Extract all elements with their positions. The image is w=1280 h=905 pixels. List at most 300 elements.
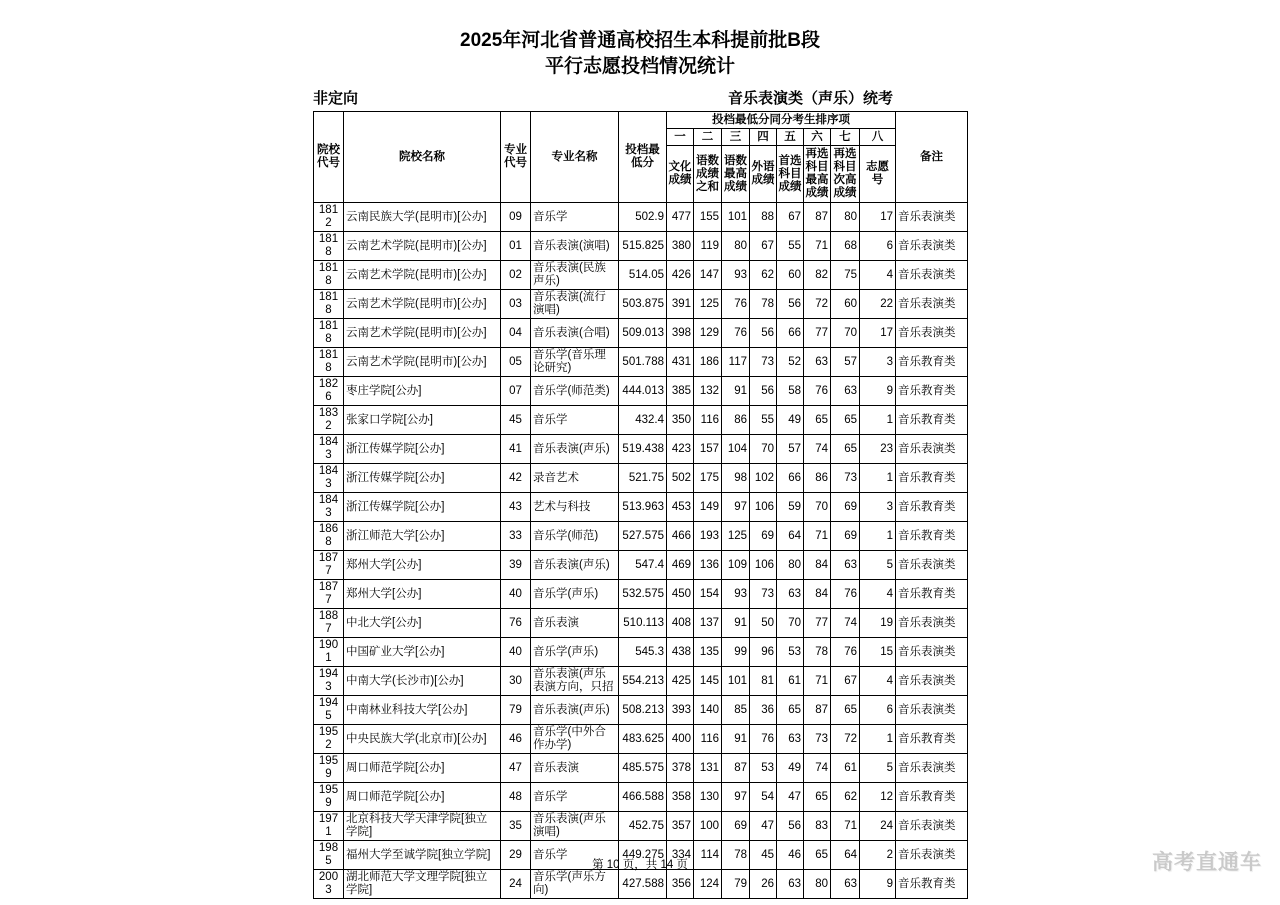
cell-rank-resel-second: 69 [831,522,860,551]
cell-college-code: 1818 [314,232,344,261]
cell-rank-resel-second: 69 [831,493,860,522]
cell-rank-cn-math-sum: 155 [694,203,722,232]
header-major-name: 专业名称 [531,112,619,203]
cell-rank-choice-no: 4 [860,261,896,290]
cell-rank-choice-no: 1 [860,406,896,435]
cell-college-name: 云南艺术学院(昆明市)[公办] [344,348,501,377]
cell-rank-culture: 477 [667,203,694,232]
table-row [314,812,968,841]
cell-college-name: 郑州大学[公办] [344,580,501,609]
cell-rank-cn-math-max: 91 [722,725,750,754]
cell-rank-cn-math-sum: 124 [694,870,722,899]
cell-college-name: 中北大学[公办] [344,609,501,638]
cell-min-score: 483.625 [619,725,667,754]
cell-rank-cn-math-sum: 186 [694,348,722,377]
cell-rank-foreign: 53 [750,754,777,783]
cell-rank-first-subject: 63 [777,580,804,609]
cell-rank-first-subject: 60 [777,261,804,290]
cell-rank-culture: 408 [667,609,694,638]
cell-remark: 音乐表演类 [896,841,968,870]
cell-rank-resel-max: 71 [804,667,831,696]
cell-college-code: 1959 [314,783,344,812]
table-row [314,754,968,783]
watermark-text: 高考直通车 [1152,851,1262,874]
cell-remark: 音乐教育类 [896,725,968,754]
cell-rank-cn-math-sum: 157 [694,435,722,464]
cell-rank-resel-second: 61 [831,754,860,783]
cell-rank-cn-math-max: 109 [722,551,750,580]
cell-min-score: 519.438 [619,435,667,464]
cell-major-code: 76 [501,609,531,638]
cell-rank-choice-no: 15 [860,638,896,667]
cell-rank-first-subject: 66 [777,464,804,493]
cell-rank-first-subject: 64 [777,522,804,551]
cell-rank-resel-second: 73 [831,464,860,493]
cell-college-code: 1818 [314,290,344,319]
cell-college-code: 1818 [314,261,344,290]
table-row [314,522,968,551]
header-first-subject: 首选科目成绩 [777,146,804,203]
cell-rank-resel-max: 77 [804,319,831,348]
cell-rank-choice-no: 23 [860,435,896,464]
cell-rank-resel-max: 84 [804,580,831,609]
cell-rank-resel-max: 65 [804,841,831,870]
cell-rank-resel-second: 76 [831,638,860,667]
cell-rank-first-subject: 49 [777,754,804,783]
cell-rank-resel-second: 63 [831,377,860,406]
cell-rank-culture: 400 [667,725,694,754]
table-row [314,261,968,290]
cell-college-code: 1945 [314,696,344,725]
table-row [314,580,968,609]
cell-rank-culture: 423 [667,435,694,464]
cell-rank-cn-math-sum: 131 [694,754,722,783]
cell-rank-choice-no: 19 [860,609,896,638]
cell-rank-resel-max: 86 [804,464,831,493]
cell-rank-culture: 350 [667,406,694,435]
cell-rank-resel-max: 74 [804,754,831,783]
header-ordinal-3: 三 [722,129,750,146]
cell-major-code: 05 [501,348,531,377]
cell-college-name: 云南艺术学院(昆明市)[公办] [344,319,501,348]
cell-rank-first-subject: 49 [777,406,804,435]
cell-rank-resel-second: 65 [831,406,860,435]
cell-major-code: 02 [501,261,531,290]
cell-remark: 音乐表演类 [896,551,968,580]
cell-college-name: 周口师范学院[公办] [344,754,501,783]
cell-rank-cn-math-max: 78 [722,841,750,870]
cell-college-code: 1952 [314,725,344,754]
cell-rank-foreign: 67 [750,232,777,261]
cell-rank-culture: 426 [667,261,694,290]
cell-major-name: 音乐表演(演唱) [531,232,619,261]
cell-rank-foreign: 106 [750,493,777,522]
cell-major-code: 09 [501,203,531,232]
cell-rank-choice-no: 3 [860,348,896,377]
cell-rank-cn-math-max: 101 [722,667,750,696]
header-culture-score: 文化成绩 [667,146,694,203]
cell-college-code: 1843 [314,493,344,522]
cell-college-name: 云南艺术学院(昆明市)[公办] [344,290,501,319]
header-remark: 备注 [896,112,968,203]
cell-rank-foreign: 73 [750,580,777,609]
cell-rank-cn-math-sum: 129 [694,319,722,348]
cell-rank-cn-math-max: 79 [722,870,750,899]
cell-college-name: 中央民族大学(北京市)[公办] [344,725,501,754]
cell-remark: 音乐教育类 [896,870,968,899]
cell-rank-first-subject: 55 [777,232,804,261]
cell-rank-cn-math-max: 104 [722,435,750,464]
cell-major-name: 音乐学(音乐理论研究) [531,348,619,377]
cell-rank-resel-second: 65 [831,696,860,725]
cell-rank-foreign: 88 [750,203,777,232]
cell-major-name: 音乐学(声乐方向) [531,870,619,899]
cell-rank-culture: 453 [667,493,694,522]
header-ordinal-2: 二 [694,129,722,146]
cell-college-code: 1943 [314,667,344,696]
cell-college-name: 浙江传媒学院[公办] [344,435,501,464]
cell-major-code: 42 [501,464,531,493]
cell-rank-cn-math-max: 101 [722,203,750,232]
table-row [314,232,968,261]
cell-rank-choice-no: 1 [860,522,896,551]
cell-min-score: 444.013 [619,377,667,406]
cell-major-code: 29 [501,841,531,870]
cell-rank-choice-no: 3 [860,493,896,522]
cell-rank-cn-math-max: 117 [722,348,750,377]
cell-major-name: 音乐学 [531,203,619,232]
cell-college-code: 1826 [314,377,344,406]
cell-rank-foreign: 106 [750,551,777,580]
cell-rank-resel-max: 87 [804,696,831,725]
cell-major-name: 音乐学 [531,406,619,435]
cell-rank-culture: 425 [667,667,694,696]
cell-college-code: 1812 [314,203,344,232]
cell-rank-first-subject: 57 [777,435,804,464]
header-choice-no: 志愿号 [860,146,896,203]
table-row [314,203,968,232]
cell-rank-choice-no: 9 [860,377,896,406]
cell-college-name: 周口师范学院[公办] [344,783,501,812]
cell-rank-resel-second: 72 [831,725,860,754]
cell-college-code: 1971 [314,812,344,841]
cell-major-code: 47 [501,754,531,783]
cell-rank-resel-second: 74 [831,609,860,638]
cell-rank-resel-second: 71 [831,812,860,841]
cell-min-score: 427.588 [619,870,667,899]
cell-major-name: 音乐学(声乐) [531,580,619,609]
cell-remark: 音乐表演类 [896,609,968,638]
table-row [314,493,968,522]
cell-min-score: 554.213 [619,667,667,696]
cell-major-code: 04 [501,319,531,348]
header-ordinal-6: 六 [804,129,831,146]
direction-label: 非定向 [313,90,359,107]
cell-rank-foreign: 56 [750,377,777,406]
cell-min-score: 466.588 [619,783,667,812]
cell-college-name: 湖北师范大学文理学院[独立学院] [344,870,501,899]
cell-college-name: 中国矿业大学[公办] [344,638,501,667]
cell-remark: 音乐表演类 [896,435,968,464]
cell-major-code: 35 [501,812,531,841]
cell-major-code: 79 [501,696,531,725]
cell-rank-resel-second: 68 [831,232,860,261]
cell-rank-choice-no: 5 [860,551,896,580]
cell-rank-resel-max: 78 [804,638,831,667]
cell-rank-foreign: 36 [750,696,777,725]
document-content [313,28,967,899]
cell-rank-resel-second: 63 [831,551,860,580]
cell-rank-cn-math-sum: 125 [694,290,722,319]
cell-min-score: 503.875 [619,290,667,319]
header-college-name: 院校名称 [344,112,501,203]
cell-rank-resel-max: 84 [804,551,831,580]
cell-major-code: 30 [501,667,531,696]
cell-rank-culture: 378 [667,754,694,783]
cell-college-name: 浙江传媒学院[公办] [344,493,501,522]
cell-min-score: 513.963 [619,493,667,522]
cell-college-code: 1959 [314,754,344,783]
cell-rank-culture: 334 [667,841,694,870]
cell-rank-resel-second: 62 [831,783,860,812]
cell-rank-cn-math-sum: 145 [694,667,722,696]
cell-major-name: 音乐学(师范) [531,522,619,551]
cell-rank-choice-no: 4 [860,580,896,609]
table-row [314,319,968,348]
cell-rank-first-subject: 46 [777,841,804,870]
cell-rank-choice-no: 17 [860,319,896,348]
cell-rank-choice-no: 1 [860,464,896,493]
cell-rank-first-subject: 63 [777,725,804,754]
cell-rank-first-subject: 63 [777,870,804,899]
cell-rank-culture: 502 [667,464,694,493]
cell-remark: 音乐教育类 [896,348,968,377]
header-ordinal-1: 一 [667,129,694,146]
cell-remark: 音乐教育类 [896,493,968,522]
cell-college-name: 北京科技大学天津学院[独立学院] [344,812,501,841]
cell-remark: 音乐教育类 [896,377,968,406]
cell-rank-culture: 393 [667,696,694,725]
cell-major-name: 音乐表演(声乐表演方向，只招 [531,667,619,696]
cell-rank-cn-math-sum: 154 [694,580,722,609]
cell-rank-resel-second: 57 [831,348,860,377]
cell-rank-culture: 469 [667,551,694,580]
cell-min-score: 509.013 [619,319,667,348]
cell-rank-foreign: 81 [750,667,777,696]
cell-major-name: 音乐表演(声乐) [531,696,619,725]
cell-remark: 音乐表演类 [896,696,968,725]
header-foreign-lang: 外语成绩 [750,146,777,203]
cell-rank-culture: 450 [667,580,694,609]
cell-min-score: 449.275 [619,841,667,870]
cell-major-name: 音乐表演 [531,609,619,638]
cell-rank-culture: 385 [667,377,694,406]
cell-rank-foreign: 45 [750,841,777,870]
table-row [314,870,968,899]
cell-rank-culture: 398 [667,319,694,348]
header-cn-math-max: 语数最高成绩 [722,146,750,203]
cell-rank-choice-no: 17 [860,203,896,232]
cell-rank-resel-max: 65 [804,406,831,435]
cell-major-name: 音乐学 [531,841,619,870]
cell-remark: 音乐表演类 [896,812,968,841]
table-row [314,609,968,638]
cell-rank-resel-second: 67 [831,667,860,696]
cell-major-name: 音乐表演(声乐) [531,435,619,464]
cell-min-score: 515.825 [619,232,667,261]
cell-rank-cn-math-max: 76 [722,290,750,319]
cell-rank-resel-max: 63 [804,348,831,377]
cell-rank-culture: 431 [667,348,694,377]
cell-rank-cn-math-sum: 119 [694,232,722,261]
cell-rank-cn-math-max: 98 [722,464,750,493]
cell-rank-culture: 438 [667,638,694,667]
cell-major-name: 音乐学(中外合作办学) [531,725,619,754]
cell-rank-cn-math-max: 93 [722,580,750,609]
cell-rank-cn-math-sum: 137 [694,609,722,638]
cell-remark: 音乐表演类 [896,754,968,783]
cell-college-name: 浙江师范大学[公办] [344,522,501,551]
cell-rank-resel-second: 76 [831,580,860,609]
cell-major-code: 39 [501,551,531,580]
cell-college-code: 1818 [314,348,344,377]
header-min-score: 投档最低分 [619,112,667,203]
cell-rank-foreign: 47 [750,812,777,841]
cell-major-name: 音乐学 [531,783,619,812]
table-row [314,725,968,754]
cell-rank-culture: 466 [667,522,694,551]
cell-rank-first-subject: 53 [777,638,804,667]
table-header [314,112,968,203]
header-cn-math-sum: 语数成绩之和 [694,146,722,203]
cell-rank-cn-math-max: 91 [722,377,750,406]
table-row [314,435,968,464]
cell-rank-choice-no: 4 [860,667,896,696]
table-row [314,638,968,667]
cell-college-name: 张家口学院[公办] [344,406,501,435]
table-row [314,464,968,493]
header-tiebreak-group: 投档最低分同分考生排序项 [667,112,896,129]
cell-rank-first-subject: 65 [777,696,804,725]
cell-rank-cn-math-max: 91 [722,609,750,638]
cell-college-code: 1985 [314,841,344,870]
table-row [314,783,968,812]
cell-min-score: 508.213 [619,696,667,725]
cell-rank-cn-math-max: 76 [722,319,750,348]
cell-rank-cn-math-sum: 130 [694,783,722,812]
cell-rank-foreign: 26 [750,870,777,899]
cell-remark: 音乐表演类 [896,667,968,696]
cell-rank-first-subject: 56 [777,812,804,841]
cell-college-code: 1843 [314,464,344,493]
cell-major-code: 41 [501,435,531,464]
cell-rank-cn-math-sum: 193 [694,522,722,551]
cell-major-code: 03 [501,290,531,319]
cell-college-code: 1843 [314,435,344,464]
page-number: 第 10 页，共 14 页 [592,859,688,871]
cell-remark: 音乐表演类 [896,290,968,319]
cell-rank-foreign: 56 [750,319,777,348]
header-ordinal-4: 四 [750,129,777,146]
cell-rank-resel-max: 70 [804,493,831,522]
cell-major-code: 01 [501,232,531,261]
cell-rank-resel-second: 63 [831,870,860,899]
cell-major-code: 24 [501,870,531,899]
admission-table [313,111,968,899]
cell-rank-culture: 357 [667,812,694,841]
cell-remark: 音乐表演类 [896,232,968,261]
cell-college-name: 云南艺术学院(昆明市)[公办] [344,261,501,290]
cell-rank-foreign: 78 [750,290,777,319]
cell-min-score: 547.4 [619,551,667,580]
cell-rank-first-subject: 59 [777,493,804,522]
cell-rank-cn-math-max: 86 [722,406,750,435]
header-ordinal-5: 五 [777,129,804,146]
cell-rank-culture: 380 [667,232,694,261]
cell-min-score: 501.788 [619,348,667,377]
cell-college-name: 浙江传媒学院[公办] [344,464,501,493]
cell-major-code: 46 [501,725,531,754]
cell-rank-choice-no: 2 [860,841,896,870]
cell-major-code: 48 [501,783,531,812]
cell-rank-cn-math-sum: 100 [694,812,722,841]
cell-rank-resel-max: 71 [804,522,831,551]
cell-major-name: 艺术与科技 [531,493,619,522]
cell-rank-first-subject: 52 [777,348,804,377]
cell-rank-first-subject: 70 [777,609,804,638]
cell-rank-foreign: 50 [750,609,777,638]
cell-rank-cn-math-max: 69 [722,812,750,841]
cell-rank-resel-max: 65 [804,783,831,812]
cell-major-name: 音乐学(声乐) [531,638,619,667]
cell-college-code: 1832 [314,406,344,435]
cell-remark: 音乐教育类 [896,464,968,493]
cell-min-score: 521.75 [619,464,667,493]
cell-rank-culture: 358 [667,783,694,812]
cell-remark: 音乐教育类 [896,522,968,551]
table-row [314,696,968,725]
cell-rank-choice-no: 6 [860,696,896,725]
table-row [314,551,968,580]
cell-rank-cn-math-max: 97 [722,493,750,522]
cell-rank-culture: 356 [667,870,694,899]
cell-rank-foreign: 76 [750,725,777,754]
category-label: 音乐表演类（声乐）统考 [727,90,893,107]
cell-rank-choice-no: 24 [860,812,896,841]
header-major-code: 专业代号 [501,112,531,203]
cell-major-name: 音乐学(师范类) [531,377,619,406]
cell-rank-cn-math-max: 87 [722,754,750,783]
cell-min-score: 432.4 [619,406,667,435]
cell-college-code: 1868 [314,522,344,551]
cell-major-name: 音乐表演(民族声乐) [531,261,619,290]
header-resel-second: 再选科目次高成绩 [831,146,860,203]
cell-min-score: 485.575 [619,754,667,783]
cell-major-code: 43 [501,493,531,522]
cell-rank-resel-second: 80 [831,203,860,232]
cell-rank-first-subject: 66 [777,319,804,348]
cell-major-name: 音乐表演(合唱) [531,319,619,348]
cell-rank-resel-max: 87 [804,203,831,232]
cell-rank-resel-second: 65 [831,435,860,464]
cell-major-name: 音乐表演(流行演唱) [531,290,619,319]
cell-min-score: 510.113 [619,609,667,638]
cell-min-score: 527.575 [619,522,667,551]
page-title-line2: 平行志愿投档情况统计 [544,56,735,77]
cell-rank-resel-max: 82 [804,261,831,290]
table-row [314,377,968,406]
table-row [314,406,968,435]
